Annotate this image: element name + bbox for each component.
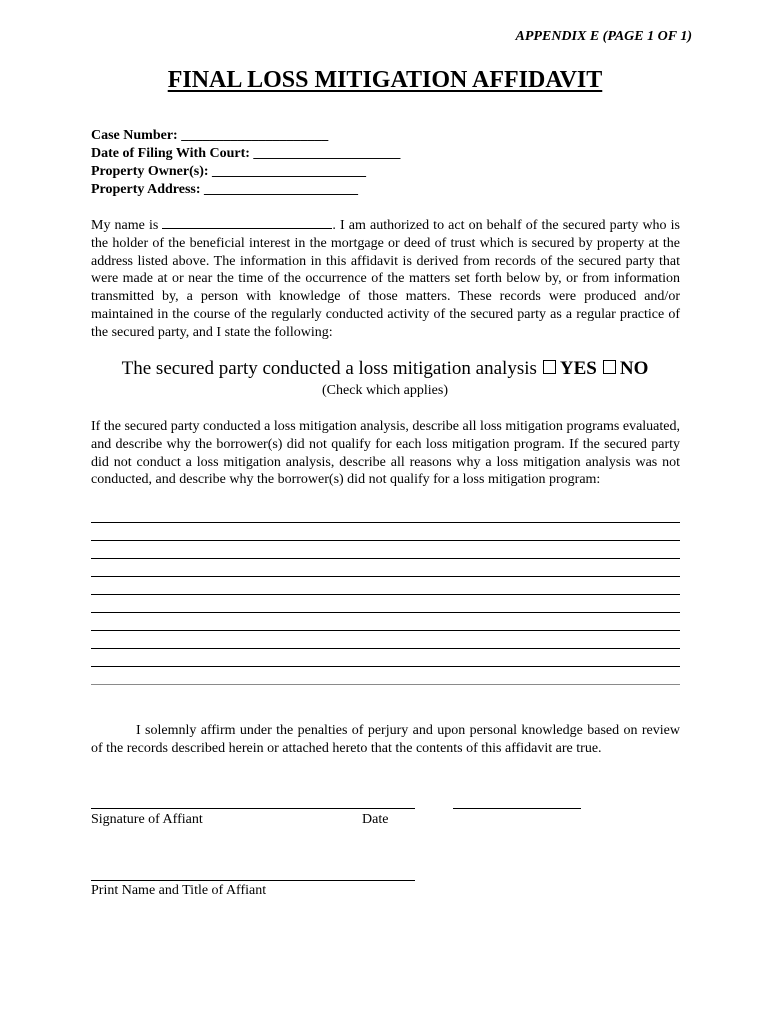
date-line[interactable] [453,808,581,809]
answer-line[interactable] [91,522,680,523]
case-number-blank[interactable]: _____________________ [181,128,329,143]
no-checkbox[interactable] [603,360,616,374]
loss-mitigation-question [0,358,770,380]
answer-line[interactable] [91,612,680,613]
answer-line[interactable] [91,684,680,685]
affiant-signature-line[interactable] [91,808,415,809]
answer-line[interactable] [91,540,680,541]
statement-text: . I am authorized to act on behalf of the secured party who is the holder of the beneficial interest in the mortgage or deed of trust which is secured by property at the address listed above. The information in this affidavit is derived from records of the secured party that were made at or near the time of the occurrence of the matters set forth below by, or from information transmitted by, a person with knowledge of those matters. These records were produced and/or maintained in the course of the regularly conducted activity of the secured party as a regular practice of the secured party, and I state the following: [91,218,680,340]
check-note: (Check which applies) [322,383,448,398]
property-owner-blank[interactable]: ______________________ [212,164,367,179]
answer-line[interactable] [91,648,680,649]
property-address-field[interactable] [91,181,400,199]
case-fields [91,127,400,199]
filing-date-field[interactable] [91,145,400,163]
authority-statement [91,216,680,342]
answer-line[interactable] [91,594,680,595]
property-owner-field[interactable] [91,163,400,181]
case-number-label: Case Number: [91,128,178,143]
filing-date-blank[interactable]: _____________________ [253,146,401,161]
document-title [0,67,770,94]
filing-date-label: Date of Filing With Court: [91,146,250,161]
print-name-line[interactable] [91,880,415,881]
no-label: NO [619,358,649,379]
statement-prefix: My name is [91,218,159,233]
question-text: The secured party conducted a loss mitigation analysis [121,358,537,379]
case-number-field[interactable] [91,127,400,145]
print-name-label: Print Name and Title of Affiant [91,883,267,898]
answer-line[interactable] [91,630,680,631]
instructions-paragraph: If the secured party conducted a loss mitigation analysis, describe all loss mitigation programs evaluated, and describe why the borrower(s) did not qualify for each loss mitigation program. If the secured party did not conduct a loss mitigation analysis, describe all reasons why a loss mitigation analysis was not conducted, and describe why the borrower(s) did not qualify for a loss mitigation program: [91,419,680,488]
answer-line[interactable] [91,558,680,559]
answer-line[interactable] [91,666,680,667]
property-owner-label: Property Owner(s): [91,164,209,179]
property-address-blank[interactable]: ______________________ [204,182,359,197]
date-label: Date [362,812,389,827]
appendix-label: APPENDIX E (PAGE 1 OF 1) [515,29,692,44]
yes-checkbox[interactable] [543,360,556,374]
affiant-signature-label: Signature of Affiant [91,812,203,827]
yes-label: YES [559,358,597,379]
property-address-label: Property Address: [91,182,201,197]
answer-line[interactable] [91,576,680,577]
affiant-name-blank[interactable] [162,216,332,229]
affirmation-paragraph: I solemnly affirm under the penalties of perjury and upon personal knowledge based on review of the records described herein or attached hereto that the contents of this affidavit are true. [91,723,680,756]
document-title-text: FINAL LOSS MITIGATION AFFIDAVIT [167,67,603,93]
